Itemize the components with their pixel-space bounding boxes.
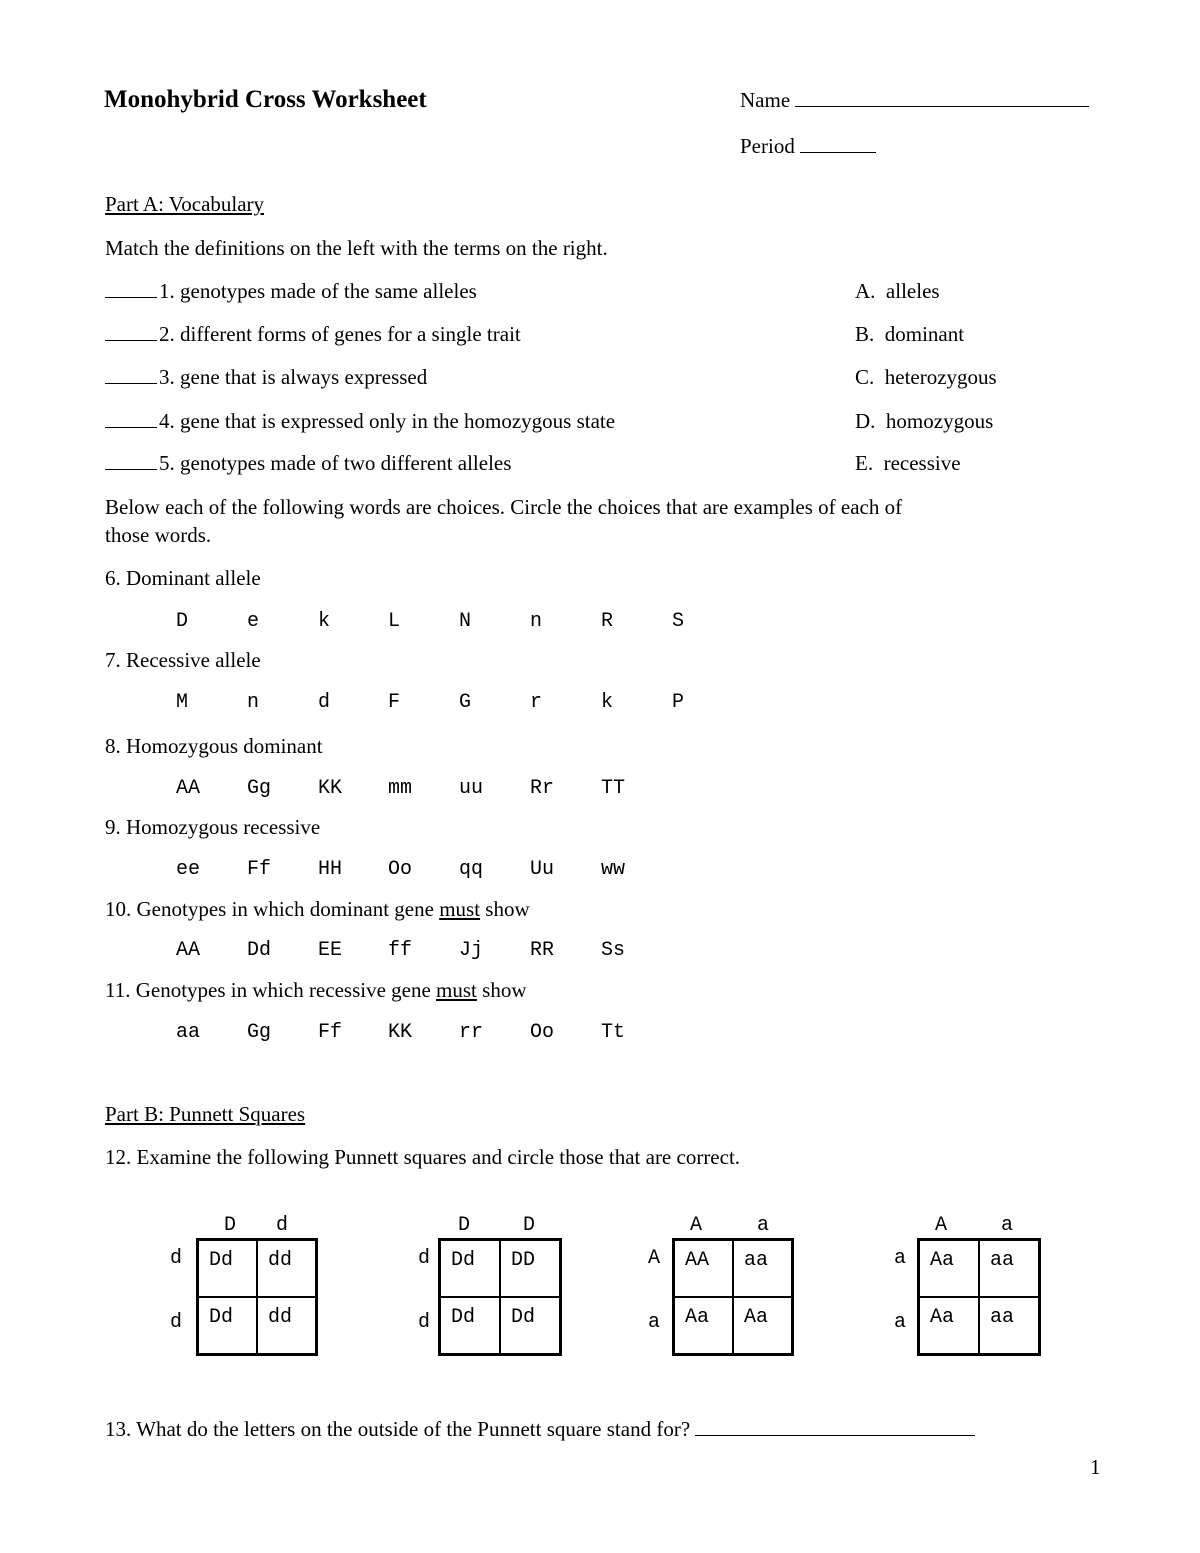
definition-row	[105, 279, 477, 304]
punnett-cell	[440, 1297, 500, 1354]
answer-blank[interactable]	[105, 322, 157, 341]
punnett-cell	[733, 1297, 792, 1354]
term-letter: A.	[855, 279, 876, 303]
choice[interactable]: L	[388, 610, 401, 633]
choice[interactable]: KK	[388, 1021, 413, 1044]
choice[interactable]: M	[176, 691, 189, 714]
choice[interactable]: k	[601, 691, 614, 714]
punnett-cell	[257, 1240, 316, 1297]
allele-label: a	[648, 1311, 661, 1334]
choice[interactable]: Ff	[318, 1021, 343, 1044]
definition-text: 2. different forms of genes for a single trait	[159, 322, 521, 346]
genotype: Aa	[744, 1306, 769, 1329]
period-field[interactable]	[740, 134, 876, 159]
term-letter: B.	[855, 322, 875, 346]
choice[interactable]: r	[530, 691, 543, 714]
choice[interactable]: RR	[530, 939, 555, 962]
term-row	[855, 279, 940, 304]
name-field[interactable]	[740, 88, 1089, 113]
choice[interactable]: F	[388, 691, 401, 714]
definition-row	[105, 322, 521, 347]
allele-label: d	[418, 1311, 431, 1334]
genotype: Dd	[511, 1306, 536, 1329]
circle-instructions: Below each of the following words are choices. Circle the choices that are examples of each of	[105, 495, 903, 519]
term-row	[855, 365, 997, 390]
allele-label: D	[224, 1214, 237, 1237]
punnett-square[interactable]	[890, 1214, 1050, 1360]
genotype: DD	[511, 1249, 536, 1272]
allele-label: d	[276, 1214, 289, 1237]
answer-blank[interactable]	[105, 279, 157, 298]
term-row	[855, 409, 993, 434]
choice[interactable]: G	[459, 691, 472, 714]
choice[interactable]: aa	[176, 1021, 201, 1044]
question-prompt: 9. Homozygous recessive	[105, 815, 321, 839]
circle-instructions-cont: those words.	[105, 523, 212, 547]
period-blank[interactable]	[800, 134, 876, 153]
punnett-square[interactable]	[166, 1214, 326, 1360]
choice[interactable]: D	[176, 610, 189, 633]
choice[interactable]: Rr	[530, 777, 555, 800]
question-prompt	[105, 978, 526, 1003]
page-title: Monohybrid Cross Worksheet	[104, 86, 427, 113]
genotype: Dd	[209, 1249, 234, 1272]
part-b-heading: Part B: Punnett Squares	[105, 1102, 306, 1126]
question-prompt	[105, 1417, 975, 1442]
page-number: 1	[1090, 1455, 1101, 1479]
punnett-cell	[500, 1297, 560, 1354]
emphasis-must: must	[436, 978, 477, 1002]
definition-row	[105, 365, 427, 390]
punnett-cell	[257, 1297, 316, 1354]
punnett-cell	[979, 1240, 1039, 1297]
name-blank[interactable]	[795, 88, 1089, 107]
allele-label: D	[458, 1214, 471, 1237]
term-row	[855, 322, 964, 347]
term-letter: D.	[855, 409, 876, 433]
definition-text: 4. gene that is expressed only in the homozygous state	[159, 409, 616, 433]
allele-label: A	[935, 1214, 948, 1237]
punnett-cell	[198, 1240, 257, 1297]
punnett-grid	[672, 1238, 794, 1356]
choice[interactable]: n	[530, 610, 543, 633]
choice[interactable]: AA	[176, 777, 201, 800]
choice[interactable]: k	[318, 610, 331, 633]
prompt-text: 10. Genotypes in which dominant gene	[105, 897, 440, 921]
prompt-text: show	[480, 897, 530, 921]
name-label: Name	[740, 88, 791, 112]
answer-blank[interactable]	[105, 451, 157, 470]
question-prompt: 6. Dominant allele	[105, 566, 261, 590]
punnett-cell	[440, 1240, 500, 1297]
term-text: alleles	[885, 279, 940, 303]
choice[interactable]: Oo	[530, 1021, 555, 1044]
punnett-cell	[674, 1297, 733, 1354]
definition-row	[105, 409, 615, 434]
choice[interactable]: Uu	[530, 858, 555, 881]
choice[interactable]: mm	[388, 777, 413, 800]
question-prompt: 12. Examine the following Punnett squares and circle those that are correct.	[105, 1145, 741, 1169]
choice[interactable]: qq	[459, 858, 484, 881]
choice[interactable]: Tt	[601, 1021, 626, 1044]
allele-label: a	[894, 1311, 907, 1334]
genotype: Dd	[451, 1306, 476, 1329]
definition-text: 3. gene that is always expressed	[159, 365, 428, 389]
choice[interactable]: uu	[459, 777, 484, 800]
choice[interactable]: EE	[318, 939, 343, 962]
question-prompt	[105, 897, 530, 922]
punnett-cell	[919, 1240, 979, 1297]
definition-text: 1. genotypes made of the same alleles	[159, 279, 477, 303]
emphasis-must: must	[439, 897, 481, 921]
term-letter: E.	[855, 451, 874, 475]
term-text: recessive	[883, 451, 961, 475]
term-text: heterozygous	[884, 365, 997, 389]
definition-row	[105, 451, 511, 476]
genotype: AA	[685, 1249, 710, 1272]
choice[interactable]: S	[672, 610, 685, 633]
punnett-square[interactable]	[408, 1214, 568, 1360]
period-label: Period	[740, 134, 795, 158]
choice[interactable]: Dd	[247, 939, 272, 962]
choice[interactable]: Gg	[247, 1021, 272, 1044]
choice[interactable]: Ss	[601, 939, 626, 962]
allele-label: a	[894, 1247, 907, 1270]
allele-label: A	[648, 1247, 661, 1270]
punnett-cell	[198, 1297, 257, 1354]
punnett-cell	[979, 1297, 1039, 1354]
genotype: dd	[268, 1249, 293, 1272]
choice[interactable]: Gg	[247, 777, 272, 800]
choice[interactable]: d	[318, 691, 331, 714]
term-text: homozygous	[885, 409, 994, 433]
answer-line[interactable]	[695, 1417, 975, 1436]
punnett-cell	[733, 1240, 792, 1297]
choice[interactable]: P	[672, 691, 685, 714]
choice[interactable]: ww	[601, 858, 626, 881]
choice[interactable]: Oo	[388, 858, 413, 881]
choice[interactable]: HH	[318, 858, 343, 881]
definition-text: 5. genotypes made of two different alleles	[159, 451, 512, 475]
punnett-grid	[917, 1238, 1041, 1356]
allele-label: a	[1001, 1214, 1014, 1237]
genotype: dd	[268, 1306, 293, 1329]
allele-label: d	[418, 1247, 431, 1270]
punnett-cell	[674, 1240, 733, 1297]
prompt-text: 13. What do the letters on the outside of the Punnett square stand for?	[105, 1417, 691, 1441]
choice[interactable]: ff	[388, 939, 413, 962]
answer-blank[interactable]	[105, 365, 157, 384]
term-letter: C.	[855, 365, 875, 389]
choice[interactable]: KK	[318, 777, 343, 800]
answer-blank[interactable]	[105, 409, 157, 428]
choice[interactable]: rr	[459, 1021, 484, 1044]
prompt-text: 11. Genotypes in which recessive gene	[105, 978, 437, 1002]
choice[interactable]: e	[247, 610, 260, 633]
genotype: Dd	[209, 1306, 234, 1329]
genotype: aa	[990, 1306, 1015, 1329]
part-a-heading: Part A: Vocabulary	[105, 192, 265, 216]
genotype: Dd	[451, 1249, 476, 1272]
term-text: dominant	[884, 322, 965, 346]
choice[interactable]: Jj	[459, 939, 484, 962]
punnett-cell	[500, 1240, 560, 1297]
genotype: Aa	[930, 1249, 955, 1272]
genotype: Aa	[930, 1306, 955, 1329]
punnett-square[interactable]	[644, 1214, 804, 1360]
question-prompt: 7. Recessive allele	[105, 648, 261, 672]
allele-label: A	[690, 1214, 703, 1237]
allele-label: d	[170, 1311, 183, 1334]
choice[interactable]: R	[601, 610, 614, 633]
choice[interactable]: N	[459, 610, 472, 633]
allele-label: d	[170, 1247, 183, 1270]
allele-label: a	[757, 1214, 770, 1237]
choice[interactable]: n	[247, 691, 260, 714]
genotype: Aa	[685, 1306, 710, 1329]
punnett-grid	[196, 1238, 318, 1356]
term-row	[855, 451, 961, 476]
genotype: aa	[990, 1249, 1015, 1272]
punnett-grid	[438, 1238, 562, 1356]
genotype: aa	[744, 1249, 769, 1272]
part-a-instructions: Match the definitions on the left with the terms on the right.	[105, 236, 608, 260]
choice[interactable]: ee	[176, 858, 201, 881]
choice[interactable]: AA	[176, 939, 201, 962]
punnett-cell	[919, 1297, 979, 1354]
prompt-text: show	[476, 978, 527, 1002]
choice[interactable]: TT	[601, 777, 626, 800]
question-prompt: 8. Homozygous dominant	[105, 734, 323, 758]
choice[interactable]: Ff	[247, 858, 272, 881]
allele-label: D	[523, 1214, 536, 1237]
